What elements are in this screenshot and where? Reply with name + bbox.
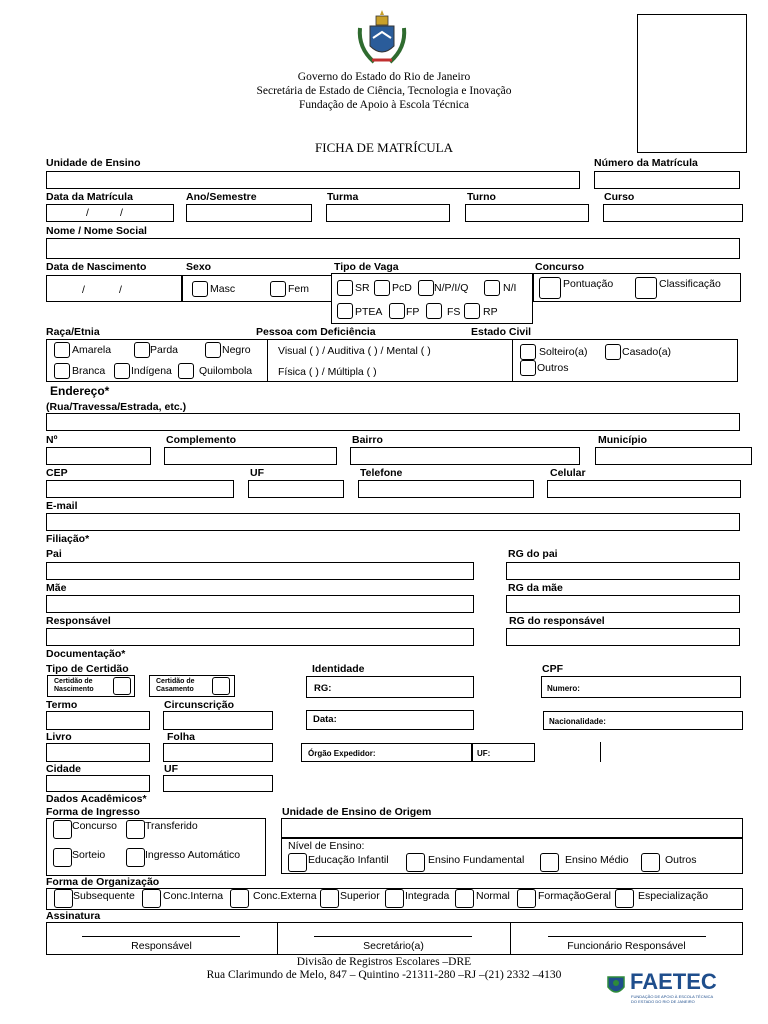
input-responsavel[interactable] [46, 628, 474, 646]
label-raca-indigena: Indígena [131, 365, 172, 377]
label-especializacao: Especialização [638, 890, 709, 902]
checkbox-raca-amarela[interactable] [54, 342, 70, 358]
checkbox-vaga-pcd[interactable] [374, 280, 390, 296]
label-data-nascimento: Data de Nascimento [46, 261, 147, 273]
input-curso[interactable] [603, 204, 743, 222]
checkbox-vaga-rp[interactable] [464, 303, 480, 319]
label-raca-negro: Negro [222, 344, 251, 356]
signature-line-funcionario[interactable] [548, 936, 706, 937]
label-numero-matricula: Número da Matrícula [594, 157, 698, 169]
signature-label-secretario: Secretário(a) [363, 940, 424, 952]
checkbox-vaga-fp[interactable] [389, 303, 405, 319]
label-educacao-infantil: Educação Infantil [308, 854, 389, 866]
label-solteiro: Solteiro(a) [539, 346, 588, 358]
input-cidade[interactable] [46, 775, 150, 792]
label-forma-organizacao: Forma de Organização [46, 876, 160, 888]
state-crest-logo [354, 8, 410, 68]
label-uf: UF [250, 467, 264, 479]
checkbox-outros-civil[interactable] [520, 360, 536, 376]
checkbox-outros-nivel[interactable] [641, 853, 660, 872]
label-orgao-expedidor: Órgão Expedidor: [308, 749, 376, 758]
label-cpf-numero: Numero: [547, 684, 580, 693]
input-circunscricao[interactable] [163, 711, 273, 730]
label-integrada: Integrada [405, 890, 450, 902]
divider [600, 742, 601, 762]
checkbox-solteiro[interactable] [520, 344, 536, 360]
input-data-matricula[interactable] [46, 204, 174, 222]
divider [267, 339, 268, 382]
label-curso: Curso [604, 191, 635, 203]
signature-line-secretario[interactable] [314, 936, 472, 937]
checkbox-sorteio[interactable] [53, 848, 72, 867]
label-subsequente: Subsequente [73, 890, 135, 902]
checkbox-ingresso-automatico[interactable] [126, 848, 145, 867]
label-sexo: Sexo [186, 261, 212, 273]
label-assinatura: Assinatura [46, 910, 101, 922]
checkbox-vaga-fs[interactable] [426, 303, 442, 319]
label-termo: Termo [46, 699, 78, 711]
label-documentacao: Documentação* [46, 648, 126, 660]
checkbox-superior[interactable] [320, 889, 339, 908]
label-normal: Normal [476, 890, 510, 902]
label-classificacao: Classificação [659, 278, 721, 290]
label-unidade-ensino: Unidade de Ensino [46, 157, 141, 169]
label-municipio: Município [598, 434, 647, 446]
checkbox-classificacao[interactable] [635, 277, 657, 299]
input-numero-matricula[interactable] [594, 171, 740, 189]
input-data-nascimento[interactable] [46, 275, 182, 302]
checkbox-ensino-fundamental[interactable] [406, 853, 425, 872]
label-rg-pai: RG do pai [508, 548, 558, 560]
label-outros-civil: Outros [537, 362, 569, 374]
label-circunscricao: Circunscrição [164, 699, 235, 711]
input-bairro[interactable] [350, 447, 580, 465]
label-filiacao: Filiação* [46, 533, 90, 545]
label-estado-civil: Estado Civil [471, 326, 532, 338]
label-endereco-sub: (Rua/Travessa/Estrada, etc.) [46, 401, 187, 413]
date-slash: / [119, 284, 122, 296]
deficiencia-line2[interactable]: Física ( ) / Múltipla ( ) [278, 366, 377, 378]
label-endereco: Endereço* [50, 384, 110, 398]
label-raca-amarela: Amarela [72, 344, 112, 356]
input-celular[interactable] [547, 480, 741, 498]
signature-line-responsavel[interactable] [82, 936, 240, 937]
checkbox-raca-negro[interactable] [205, 342, 221, 358]
label-uf-cidade: UF [164, 763, 178, 775]
label-mae: Mãe [46, 582, 67, 594]
label-vaga-sr: SR [355, 282, 370, 294]
label-concurso: Concurso [535, 261, 585, 273]
label-complemento: Complemento [166, 434, 237, 446]
label-raca-parda: Parda [150, 344, 179, 356]
label-vaga-ni: N/I [503, 282, 517, 294]
divider [512, 339, 513, 382]
label-raca-quilombola: Quilombola [199, 365, 253, 377]
checkbox-raca-quilombola[interactable] [178, 363, 194, 379]
date-slash: / [86, 207, 89, 219]
input-email[interactable] [46, 513, 740, 531]
checkbox-certidao-nascimento[interactable] [113, 677, 131, 695]
checkbox-integrada[interactable] [385, 889, 404, 908]
input-ano-semestre[interactable] [186, 204, 312, 222]
label-conc-externa: Conc.Externa [253, 890, 317, 902]
label-vaga-fp: FP [406, 306, 420, 318]
faetec-logo-text: FAETEC [630, 969, 717, 994]
checkbox-normal[interactable] [455, 889, 474, 908]
label-tipo-certidao: Tipo de Certidão [46, 663, 129, 675]
input-folha[interactable] [163, 743, 273, 762]
label-vaga-ptea: PTEA [355, 306, 383, 318]
label-outros-nivel: Outros [665, 854, 697, 866]
checkbox-ensino-medio[interactable] [540, 853, 559, 872]
label-turma: Turma [327, 191, 359, 203]
input-pai[interactable] [46, 562, 474, 580]
checkbox-fem[interactable] [270, 281, 286, 297]
label-vaga-fs: FS [447, 306, 461, 318]
label-pai: Pai [46, 548, 62, 560]
label-forma-ingresso: Forma de Ingresso [46, 806, 140, 818]
label-masc: Masc [210, 283, 236, 295]
label-nivel-ensino: Nível de Ensino: [288, 840, 365, 852]
label-nome: Nome / Nome Social [46, 225, 147, 237]
input-turno[interactable] [465, 204, 589, 222]
label-responsavel: Responsável [46, 615, 111, 627]
label-folha: Folha [167, 731, 195, 743]
checkbox-vaga-ni[interactable] [484, 280, 500, 296]
faetec-logo [606, 970, 736, 1004]
checkbox-concurso-ingresso[interactable] [53, 820, 72, 839]
input-mae[interactable] [46, 595, 474, 613]
label-transferido: Transferido [145, 820, 198, 832]
input-termo[interactable] [46, 711, 150, 730]
label-ano-semestre: Ano/Semestre [186, 191, 257, 203]
checkbox-raca-indigena[interactable] [114, 363, 130, 379]
label-tipo-vaga: Tipo de Vaga [334, 261, 399, 273]
checkbox-formacao-geral[interactable] [517, 889, 536, 908]
label-conc-interna: Conc.Interna [163, 890, 224, 902]
date-slash: / [120, 207, 123, 219]
input-nome[interactable] [46, 238, 740, 259]
deficiencia-line1[interactable]: Visual ( ) / Auditiva ( ) / Mental ( ) [278, 345, 431, 357]
checkbox-transferido[interactable] [126, 820, 145, 839]
label-nacionalidade: Nacionalidade: [549, 717, 606, 726]
header-line1: Governo do Estado do Rio de Janeiro [297, 71, 471, 83]
input-rg-pai[interactable] [506, 562, 740, 580]
label-formacao-geral: FormaçãoGeral [538, 890, 611, 902]
label-data-identidade: Data: [313, 714, 337, 725]
label-rg-responsavel: RG do responsável [509, 615, 605, 627]
footer-line1: Divisão de Registros Escolares –DRE [296, 956, 472, 968]
label-fem: Fem [288, 283, 309, 295]
input-telefone[interactable] [358, 480, 534, 498]
label-raca-branca: Branca [72, 365, 106, 377]
label-telefone: Telefone [360, 467, 403, 479]
label-deficiencia: Pessoa com Deficiência [256, 326, 376, 338]
input-municipio[interactable] [595, 447, 752, 465]
checkbox-raca-branca[interactable] [54, 363, 70, 379]
checkbox-vaga-npiq[interactable] [418, 280, 434, 296]
label-unidade-origem: Unidade de Ensino de Origem [282, 806, 432, 818]
label-ensino-medio: Ensino Médio [565, 854, 629, 866]
label-pontuacao: Pontuação [563, 278, 614, 290]
faetec-logo-sub2: DO ESTADO DO RIO DE JANEIRO [631, 999, 695, 1004]
checkbox-vaga-sr[interactable] [337, 280, 353, 296]
input-numero[interactable] [46, 447, 151, 465]
signature-label-funcionario: Funcionário Responsável [567, 940, 686, 952]
date-slash: / [82, 284, 85, 296]
footer-line2: Rua Clarimundo de Melo, 847 – Quintino -21311-280 –RJ –(21) 2332 –4130 [206, 969, 562, 981]
checkbox-certidao-casamento[interactable] [212, 677, 230, 695]
label-email: E-mail [46, 500, 78, 512]
label-cpf: CPF [542, 663, 563, 675]
label-cep: CEP [46, 467, 68, 479]
label-uf-doc: UF: [477, 749, 491, 758]
input-rg-mae[interactable] [506, 595, 740, 613]
header-line2: Secretária de Estado de Ciência, Tecnologia e Inovação [256, 85, 512, 97]
label-cidade: Cidade [46, 763, 82, 775]
label-ensino-fundamental: Ensino Fundamental [428, 854, 525, 866]
label-numero: Nº [46, 434, 58, 446]
checkbox-especializacao[interactable] [615, 889, 634, 908]
header-line3: Fundação de Apoio à Escola Técnica [299, 99, 469, 111]
label-superior: Superior [340, 890, 380, 902]
checkbox-subsequente[interactable] [54, 889, 73, 908]
label-rg: RG: [314, 683, 332, 694]
label-data-matricula: Data da Matrícula [46, 191, 133, 203]
input-cep[interactable] [46, 480, 234, 498]
input-complemento[interactable] [164, 447, 337, 465]
input-unidade-ensino[interactable] [46, 171, 580, 189]
label-turno: Turno [467, 191, 496, 203]
label-livro: Livro [46, 731, 72, 743]
checkbox-masc[interactable] [192, 281, 208, 297]
checkbox-raca-parda[interactable] [134, 342, 150, 358]
label-vaga-pcd: PcD [392, 282, 412, 294]
label-dados-academicos: Dados Acadêmicos* [46, 793, 147, 805]
label-celular: Celular [550, 467, 586, 479]
label-identidade: Identidade [312, 663, 365, 675]
input-livro[interactable] [46, 743, 150, 762]
input-uf-cidade[interactable] [163, 775, 273, 792]
label-certidao-casamento: Certidão de Casamento [156, 678, 195, 693]
faetec-logo-sub1: FUNDAÇÃO DE APOIO À ESCOLA TÉCNICA [631, 994, 714, 999]
checkbox-casado[interactable] [605, 344, 621, 360]
label-ingresso-automatico: Ingresso Automático [145, 849, 241, 861]
label-bairro: Bairro [352, 434, 383, 446]
input-turma[interactable] [326, 204, 450, 222]
label-raca: Raça/Etnia [46, 326, 100, 338]
checkbox-vaga-ptea[interactable] [337, 303, 353, 319]
checkbox-pontuacao[interactable] [539, 277, 561, 299]
label-vaga-npiq: N/P/I/Q [434, 282, 469, 294]
label-rg-mae: RG da mãe [508, 582, 563, 594]
label-certidao-nascimento: Certidão de Nascimento [54, 678, 94, 693]
faetec-emblem-icon [606, 973, 626, 997]
signature-label-responsavel: Responsável [131, 940, 192, 952]
input-endereco[interactable] [46, 413, 740, 431]
label-vaga-rp: RP [483, 306, 498, 318]
input-unidade-origem[interactable] [281, 818, 743, 838]
checkbox-conc-interna[interactable] [142, 889, 161, 908]
input-rg-responsavel[interactable] [506, 628, 740, 646]
input-uf[interactable] [248, 480, 344, 498]
checkbox-conc-externa[interactable] [230, 889, 249, 908]
label-concurso-ingresso: Concurso [72, 820, 117, 832]
label-sorteio: Sorteio [72, 849, 106, 861]
form-title: FICHA DE MATRÍCULA [315, 140, 453, 155]
checkbox-educacao-infantil[interactable] [288, 853, 307, 872]
label-casado: Casado(a) [622, 346, 672, 358]
